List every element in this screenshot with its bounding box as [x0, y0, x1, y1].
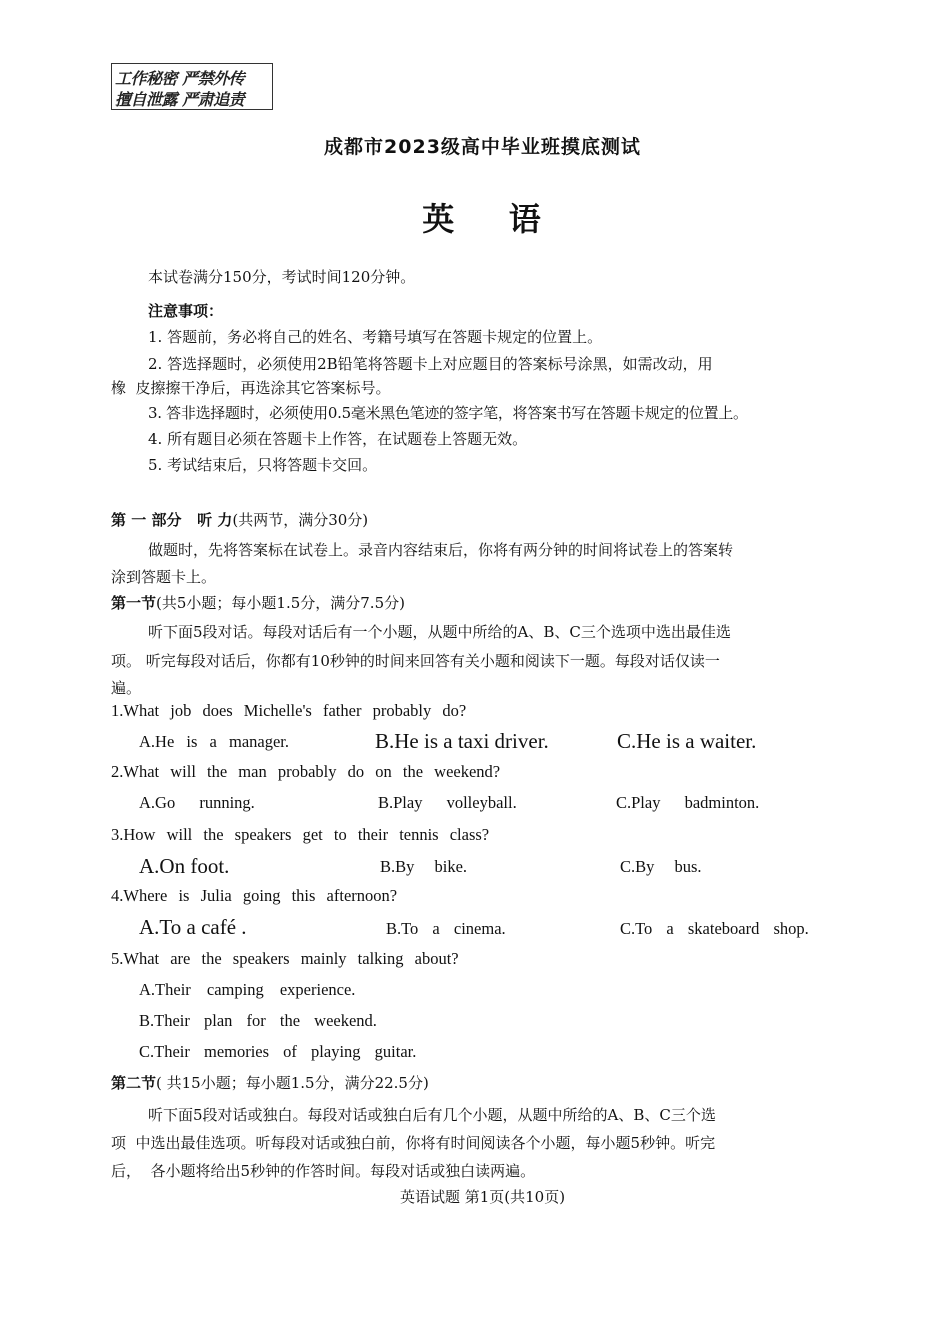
part1-heading-row — [111, 509, 368, 530]
stamp-line-2: 擅自泄露 严肃追责 — [115, 90, 245, 109]
section2-heading-note: ( 共15小题；每小题1.5分，满分22.5分) — [156, 1074, 429, 1092]
q4-option-c: C.To a skateboard shop. — [620, 919, 809, 938]
section2-instruction-3: 后， 各小题将给出5秒钟的作答时间。每段对话或独白读两遍。 — [111, 1162, 536, 1180]
note-item-3: 3. 答非选择题时，必须使用0.5毫米黑色笔迹的签字笔，将答案书写在答题卡规定的位置上。 — [148, 404, 748, 422]
part1-instruction-2: 涂到答题卡上。 — [111, 568, 217, 586]
stamp-line-1: 工作秘密 严禁外传 — [115, 69, 245, 88]
subject-title: 英 语 — [422, 200, 543, 238]
section1-heading: 第一节 — [111, 594, 157, 612]
q1-option-a: A.He is a manager. — [139, 732, 289, 751]
q5-option-a: A.Their camping experience. — [139, 980, 356, 999]
q1-option-c: C.He is a waiter. — [617, 729, 757, 753]
q1-option-b: B.He is a taxi driver. — [375, 729, 549, 753]
q3-option-b: B.By bike. — [380, 857, 468, 876]
note-item-2-cont: 橡 皮擦擦干净后，再选涂其它答案标号。 — [111, 379, 391, 397]
note-item-1: 1. 答题前，务必将自己的姓名、考籍号填写在答题卡规定的位置上。 — [148, 328, 603, 346]
note-item-2: 2. 答选择题时，必须使用2B铅笔将答题卡上对应题目的答案标号涂黑，如需改动，用 — [148, 355, 713, 373]
note-item-5: 5. 考试结束后，只将答题卡交回。 — [148, 456, 378, 474]
section2-instruction-1: 听下面5段对话或独白。每段对话或独白后有几个小题，从题中所给的A、B、C三个选 — [148, 1106, 716, 1124]
section2-heading-row — [111, 1072, 429, 1093]
part1-heading-note: (共两节，满分30分) — [232, 511, 369, 529]
q2-option-c: C.Play badminton. — [616, 793, 760, 812]
intro-text: 本试卷满分150分，考试时间120分钟。 — [148, 268, 416, 286]
question-2: 2.What will the man probably do on the weekend? — [111, 762, 501, 781]
page-footer: 英语试题 第1页(共10页) — [399, 1188, 566, 1206]
exam-title: 成都市2023级高中毕业班摸底测试 — [324, 136, 641, 158]
section1-heading-row — [111, 592, 405, 613]
section1-instruction-1: 听下面5段对话。每段对话后有一个小题，从题中所给的A、B、C三个选项中选出最佳选 — [148, 623, 731, 641]
q4-option-b: B.To a cinema. — [386, 919, 506, 938]
part1-instruction-1: 做题时，先将答案标在试卷上。录音内容结束后，你将有两分钟的时间将试卷上的答案转 — [148, 541, 734, 559]
confidential-stamp — [111, 63, 273, 110]
section1-instruction-2: 项。 听完每段对话后，你都有10秒钟的时间来回答有关小题和阅读下一题。每段对话仅读一 — [111, 652, 720, 670]
note-item-4: 4. 所有题目必须在答题卡上作答，在试题卷上答题无效。 — [148, 430, 528, 448]
q3-option-c: C.By bus. — [620, 857, 702, 876]
section2-instruction-2: 项 中选出最佳选项。听每段对话或独白前，你将有时间阅读各个小题，每小题5秒钟。听完 — [111, 1134, 716, 1152]
part1-heading: 第 一 部分 听 力 — [111, 511, 233, 529]
q3-option-a: A.On foot. — [139, 854, 230, 878]
q2-option-b: B.Play volleyball. — [378, 793, 517, 812]
section1-heading-note: (共5小题；每小题1.5分，满分7.5分) — [156, 594, 405, 612]
question-1: 1.What job does Michelle's father probably do? — [111, 701, 467, 720]
question-4: 4.Where is Julia going this afternoon? — [111, 886, 398, 905]
section2-heading: 第二节 — [111, 1074, 157, 1092]
section1-instruction-3: 遍。 — [111, 679, 142, 697]
q4-option-a: A.To a café . — [139, 915, 247, 939]
notes-heading: 注意事项： — [148, 302, 224, 320]
question-5: 5.What are the speakers mainly talking about? — [111, 949, 459, 968]
q5-option-b: B.Their plan for the weekend. — [139, 1011, 377, 1030]
q5-option-c: C.Their memories of playing guitar. — [139, 1042, 417, 1061]
q2-option-a: A.Go running. — [139, 793, 255, 812]
question-3: 3.How will the speakers get to their tennis class? — [111, 825, 490, 844]
